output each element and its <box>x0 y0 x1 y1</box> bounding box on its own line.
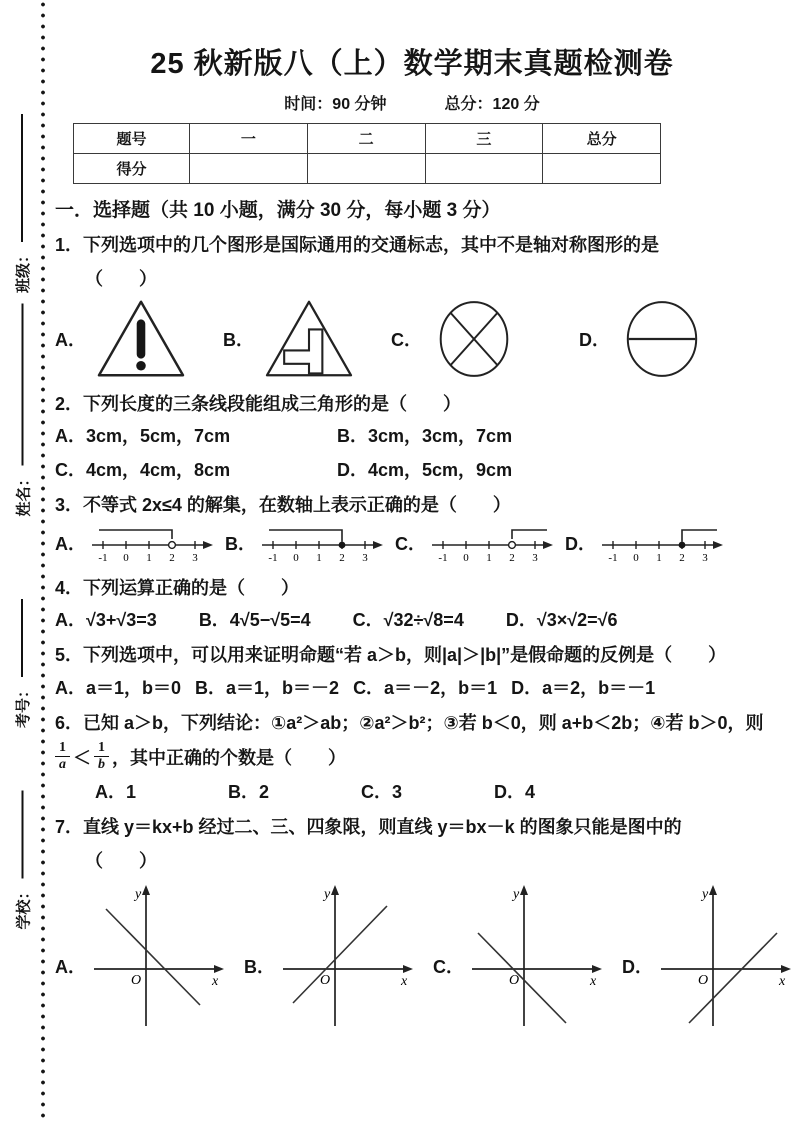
svg-text:2: 2 <box>339 552 345 565</box>
class-field <box>11 103 33 293</box>
q3-option-a-label: A． <box>55 534 86 555</box>
q1-option-c <box>391 297 519 381</box>
q3-option-d-label: D． <box>565 534 596 555</box>
question-6 <box>55 711 769 804</box>
q1-option-b <box>223 297 357 381</box>
exam-no-blank-line <box>21 599 23 677</box>
q3-option-b <box>225 521 385 565</box>
total-score-label: 总分：120 分 <box>444 96 540 114</box>
circle-horizontal-bar-sign-icon <box>617 297 707 381</box>
question-3 <box>55 493 769 565</box>
school-blank-line <box>22 790 24 878</box>
svg-text:2: 2 <box>169 552 175 565</box>
graph-negative-slope-negative-intercept-icon <box>466 881 606 1031</box>
svg-text:-1: -1 <box>608 552 618 565</box>
score-cell-empty <box>190 154 308 184</box>
q6-option-a: A．1 <box>95 782 137 803</box>
triangle-exclamation-sign-icon <box>93 297 189 381</box>
less-than-sign: ＜ <box>73 747 91 768</box>
school-label: 学校： <box>15 884 32 930</box>
exam-content <box>55 46 786 1031</box>
name-field <box>12 292 34 517</box>
svg-text:y: y <box>513 886 520 902</box>
fraction-1-over-b: $\frac{1}{b}$ <box>94 740 109 773</box>
question-2-text: 2．下列长度的三条线段能组成三角形的是（ ） <box>55 393 462 414</box>
name-label: 姓名： <box>15 471 32 517</box>
question-6-line2-rest: ，其中正确的个数是（ ） <box>112 747 346 768</box>
class-blank-line <box>21 114 23 242</box>
q5-option-d: D．a＝2，b＝－1 <box>511 677 656 698</box>
q1-option-c-label: C． <box>391 329 422 350</box>
svg-text:2: 2 <box>509 552 515 565</box>
svg-text:0: 0 <box>293 552 299 565</box>
q7-option-b-label: B． <box>244 956 275 977</box>
q7-option-c-label: C． <box>433 956 464 977</box>
svg-text:y: y <box>135 886 142 902</box>
q7-option-a <box>55 881 228 1031</box>
q7-option-d <box>622 881 793 1031</box>
svg-text:1: 1 <box>316 552 322 565</box>
svg-text:2: 2 <box>679 552 685 565</box>
fraction-1-over-a: $\frac{1}{a}$ <box>55 740 70 773</box>
q1-option-a <box>55 297 189 381</box>
exam-no-label: 考号： <box>14 682 32 728</box>
svg-text:-1: -1 <box>98 552 108 565</box>
q4-option-c: C．√32÷√8=4 <box>352 610 464 631</box>
q4-option-d: D．√3×√2=√6 <box>505 610 618 631</box>
svg-text:O: O <box>320 972 331 988</box>
q1-option-d-label: D． <box>579 329 610 350</box>
school-field <box>12 785 34 930</box>
q1-option-a-label: A． <box>55 329 86 350</box>
q7-option-d-label: D． <box>622 956 653 977</box>
binding-dotted-line <box>41 2 45 1120</box>
question-1-options <box>55 297 769 381</box>
q4-option-b: B．4√5−√5=4 <box>198 610 311 631</box>
q7-option-a-label: A． <box>55 956 86 977</box>
class-label: 班级： <box>14 247 32 293</box>
graph-negative-slope-positive-intercept-icon <box>88 881 228 1031</box>
svg-text:1: 1 <box>656 552 662 565</box>
question-1 <box>55 233 769 380</box>
question-4-options <box>55 606 769 632</box>
number-line-open-left-icon <box>89 521 215 565</box>
time-label: 时间：90 分钟 <box>284 96 387 114</box>
svg-text:x: x <box>401 973 408 989</box>
section-1-heading: 一．选择题（共 10 小题，满分 30 分，每小题 3 分） <box>55 200 501 222</box>
svg-text:x: x <box>590 973 597 989</box>
score-cell-empty <box>307 154 425 184</box>
graph-positive-slope-negative-intercept-icon <box>655 881 793 1031</box>
page-title: 25 秋新版八（上）数学期末真题检测卷 <box>150 48 674 80</box>
svg-text:-1: -1 <box>438 552 448 565</box>
question-6-line2 <box>55 740 769 773</box>
svg-text:0: 0 <box>463 552 469 565</box>
q7-option-b <box>244 881 417 1031</box>
svg-text:-1: -1 <box>268 552 278 565</box>
q3-option-c <box>395 521 555 565</box>
q2-option-c: C．4cm，4cm，8cm <box>55 459 231 480</box>
q3-option-b-label: B． <box>225 534 256 555</box>
q2-option-b: B．3cm，3cm，7cm <box>337 425 513 446</box>
svg-text:O: O <box>131 972 142 988</box>
number-line-open-right-icon <box>429 521 555 565</box>
svg-text:x: x <box>779 973 786 989</box>
question-2 <box>55 392 769 482</box>
question-3-options <box>55 521 769 565</box>
q6-option-b: B．2 <box>228 782 270 803</box>
q3-option-d <box>565 521 725 565</box>
score-table-score-row <box>74 154 661 184</box>
svg-text:0: 0 <box>633 552 639 565</box>
svg-text:3: 3 <box>702 552 708 565</box>
score-cell-empty <box>425 154 543 184</box>
question-5 <box>55 643 769 699</box>
number-line-closed-right-icon <box>599 521 725 565</box>
exam-no-field <box>11 598 33 728</box>
question-4-text: 4．下列运算正确的是（ ） <box>55 578 300 599</box>
q2-option-a: A．3cm，5cm，7cm <box>55 425 231 446</box>
q5-option-a: A．a＝1，b＝0 <box>55 677 182 698</box>
score-cell-empty <box>543 154 661 184</box>
question-6-text: 6．已知 a＞b，下列结论：①a²＞ab；②a²＞b²；③若 b＜0，则 a+b＜2b；④若 b＞0，则 <box>55 712 764 733</box>
score-table <box>73 123 661 184</box>
q2-option-d: D．4cm，5cm，9cm <box>337 459 513 480</box>
svg-text:3: 3 <box>362 552 368 565</box>
score-table-header-cell: 题号 <box>74 124 190 154</box>
circle-cross-sign-icon <box>429 297 519 381</box>
q6-option-d: D．4 <box>494 782 536 803</box>
svg-text:0: 0 <box>123 552 129 565</box>
question-5-text: 5．下列选项中，可以用来证明命题“若 a＞b，则|a|＞|b|”是假命题的反例是（ ） <box>55 645 727 666</box>
svg-text:3: 3 <box>532 552 538 565</box>
triangle-t-shape-sign-icon <box>261 297 357 381</box>
question-1-paren: （ ） <box>85 268 157 289</box>
q1-option-d <box>579 297 707 381</box>
score-table-header-row <box>74 124 661 154</box>
question-7-options <box>55 881 786 1031</box>
svg-text:O: O <box>698 972 709 988</box>
question-7-paren: （ ） <box>85 850 157 871</box>
name-blank-line <box>22 303 24 465</box>
q1-option-b-label: B． <box>223 329 254 350</box>
svg-text:1: 1 <box>146 552 152 565</box>
question-5-options <box>55 674 769 700</box>
number-line-closed-left-icon <box>259 521 385 565</box>
score-table-header-cell: 一 <box>190 124 308 154</box>
svg-text:x: x <box>212 973 219 989</box>
graph-positive-slope-positive-intercept-icon <box>277 881 417 1031</box>
question-2-options <box>55 422 769 482</box>
svg-text:1: 1 <box>486 552 492 565</box>
score-row-label: 得分 <box>74 154 190 184</box>
q5-option-c: C．a＝－2，b＝1 <box>353 677 498 698</box>
question-1-text: 1．下列选项中的几个图形是国际通用的交通标志，其中不是轴对称图形的是 <box>55 235 660 256</box>
svg-text:3: 3 <box>192 552 198 565</box>
svg-text:y: y <box>324 886 331 902</box>
question-7 <box>55 815 786 1030</box>
question-3-text: 3．不等式 2x≤4 的解集，在数轴上表示正确的是（ ） <box>55 494 511 515</box>
question-7-text: 7．直线 y＝kx+b 经过二、三、四象限，则直线 y＝bx－k 的图象只能是图中的 <box>55 817 682 838</box>
score-table-header-cell: 总分 <box>543 124 661 154</box>
q3-option-a <box>55 521 215 565</box>
exam-meta <box>55 91 769 114</box>
svg-text:O: O <box>509 972 520 988</box>
score-table-header-cell: 二 <box>307 124 425 154</box>
question-4 <box>55 576 769 632</box>
score-table-header-cell: 三 <box>425 124 543 154</box>
q5-option-b: B．a＝1，b＝－2 <box>195 677 340 698</box>
q4-option-a: A．√3+√3=3 <box>55 610 157 631</box>
question-6-options <box>95 778 769 804</box>
q3-option-c-label: C． <box>395 534 426 555</box>
svg-text:y: y <box>702 886 709 902</box>
q6-option-c: C．3 <box>361 782 403 803</box>
q7-option-c <box>433 881 606 1031</box>
